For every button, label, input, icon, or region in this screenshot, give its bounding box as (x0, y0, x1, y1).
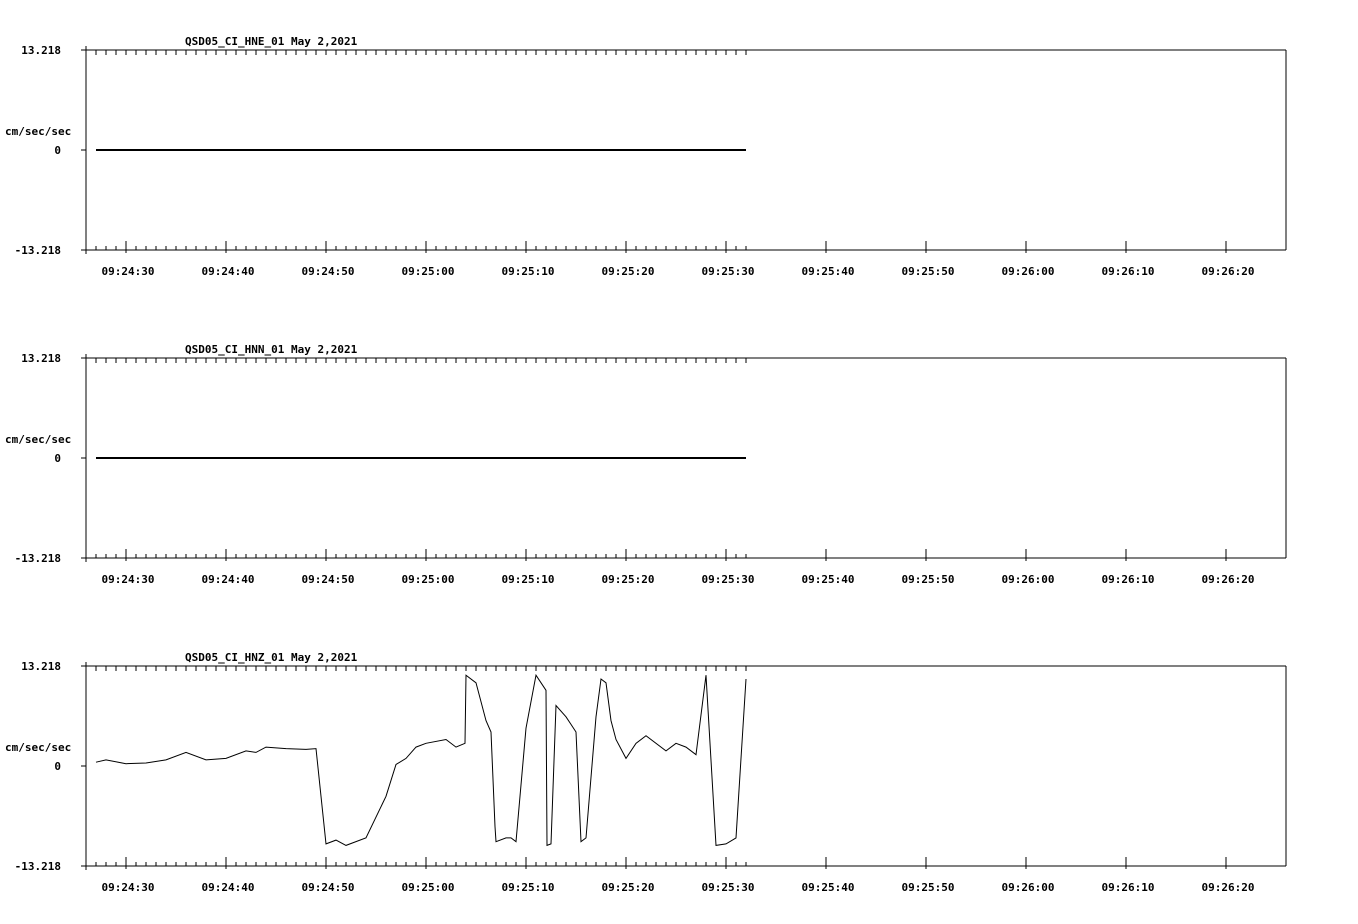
y-axis-label: cm/sec/sec (5, 125, 72, 138)
x-tick-label: 09:25:20 (601, 265, 655, 278)
x-tick-label: 09:26:10 (1101, 573, 1155, 586)
x-tick-label: 09:26:00 (1001, 265, 1055, 278)
x-tick-label: 09:25:30 (701, 265, 755, 278)
x-tick-label: 09:26:00 (1001, 573, 1055, 586)
chart-panel (5, 35, 1286, 278)
x-tick-label: 09:24:50 (301, 265, 355, 278)
x-tick-label: 09:25:40 (801, 881, 855, 894)
x-tick-label: 09:25:00 (401, 265, 455, 278)
x-tick-label: 09:25:00 (401, 573, 455, 586)
x-tick-label: 09:26:20 (1201, 573, 1255, 586)
x-tick-label: 09:24:30 (101, 265, 155, 278)
chart-panel (5, 343, 1286, 586)
x-tick-label: 09:25:40 (801, 573, 855, 586)
x-tick-label: 09:24:50 (301, 881, 355, 894)
chart-title: QSD05_CI_HNZ_01 May 2,2021 (185, 651, 358, 664)
x-tick-label: 09:25:10 (501, 881, 555, 894)
x-tick-label: 09:25:40 (801, 265, 855, 278)
x-tick-label: 09:25:50 (901, 573, 955, 586)
x-tick-label: 09:25:10 (501, 573, 555, 586)
x-tick-label: 09:25:50 (901, 881, 955, 894)
x-tick-label: 09:25:10 (501, 265, 555, 278)
x-tick-label: 09:26:10 (1101, 265, 1155, 278)
x-tick-label: 09:25:20 (601, 881, 655, 894)
chart-title: QSD05_CI_HNE_01 May 2,2021 (185, 35, 358, 48)
x-tick-label: 09:24:40 (201, 573, 255, 586)
y-tick-label: 0 (54, 452, 61, 465)
trace-line (96, 675, 746, 845)
y-tick-label: -13.218 (14, 244, 61, 257)
x-tick-label: 09:24:50 (301, 573, 355, 586)
y-tick-label: 13.218 (21, 44, 61, 57)
y-tick-label: -13.218 (14, 860, 61, 873)
x-tick-label: 09:24:40 (201, 881, 255, 894)
x-tick-label: 09:26:20 (1201, 881, 1255, 894)
x-tick-label: 09:25:50 (901, 265, 955, 278)
x-tick-label: 09:25:30 (701, 573, 755, 586)
y-tick-label: 0 (54, 144, 61, 157)
x-tick-label: 09:24:40 (201, 265, 255, 278)
y-tick-label: -13.218 (14, 552, 61, 565)
x-tick-label: 09:24:30 (101, 573, 155, 586)
x-tick-label: 09:24:30 (101, 881, 155, 894)
x-tick-label: 09:26:20 (1201, 265, 1255, 278)
x-tick-label: 09:26:10 (1101, 881, 1155, 894)
y-tick-label: 13.218 (21, 352, 61, 365)
x-tick-label: 09:26:00 (1001, 881, 1055, 894)
chart-panel (5, 651, 1286, 894)
x-tick-label: 09:25:20 (601, 573, 655, 586)
x-tick-label: 09:25:30 (701, 881, 755, 894)
x-tick-label: 09:25:00 (401, 881, 455, 894)
y-tick-label: 13.218 (21, 660, 61, 673)
y-axis-label: cm/sec/sec (5, 741, 72, 754)
y-axis-label: cm/sec/sec (5, 433, 72, 446)
chart-title: QSD05_CI_HNN_01 May 2,2021 (185, 343, 358, 356)
y-tick-label: 0 (54, 760, 61, 773)
